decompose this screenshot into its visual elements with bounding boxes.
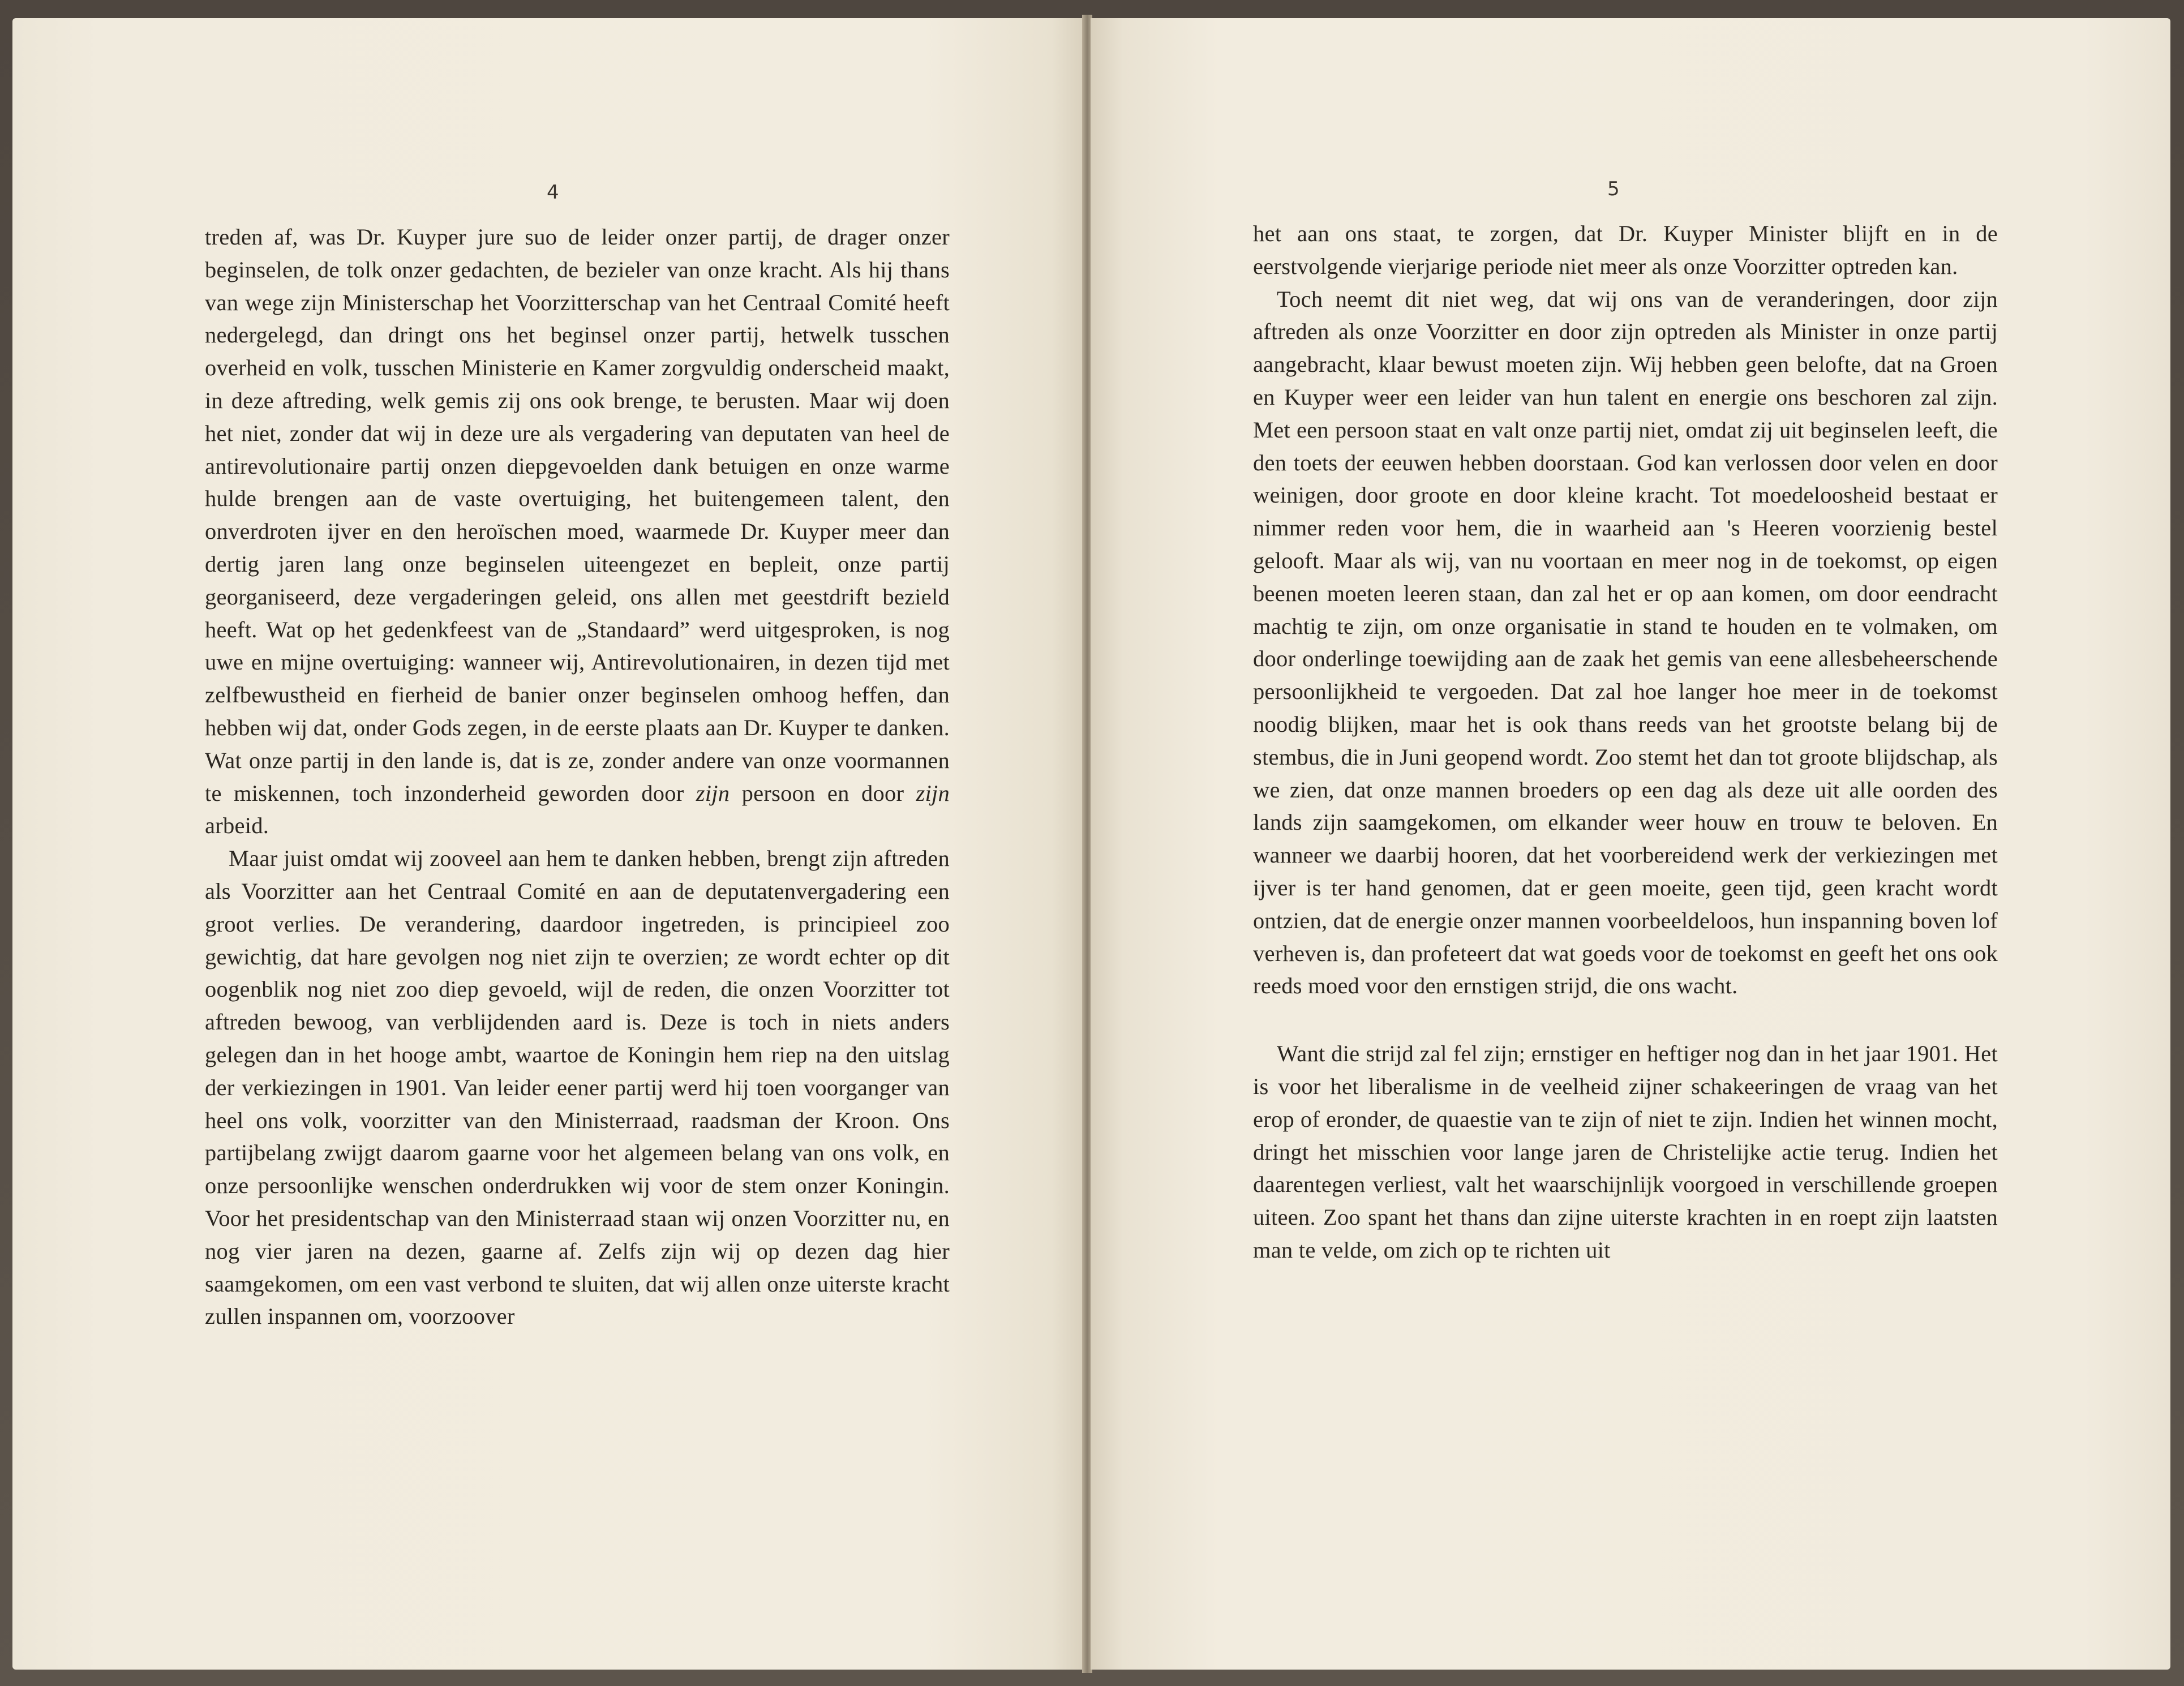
paragraph-right-2: Toch neemt dit niet weg, dat wij ons van de veranderingen, door zijn aftreden als onze Voorzitter en door zijn optreden als Minister in onze partij aangebracht, klaar bewust moeten zijn. Wij hebben geen belofte, dat na Groen en Kuyper weer een leider van hun talent en energie ons beschoren zal zijn. Met een persoon staat en valt onze partij niet, omdat zij uit beginselen leeft, die den toets der eeuwen hebben doorstaan. God kan verlossen door velen en door weinigen, door groote en door kleine kracht. Tot moedeloosheid bestaat er nimmer reden voor hem, die in waarheid aan 's Heeren voorzienig bestel gelooft. Maar als wij, van nu voortaan en meer nog in de toekomst, op eigen beenen moeten leeren staan, dan zal het er op aan komen, om door eendracht machtig te zijn, om onze organisatie in stand te houden en te volmaken, om door onderlinge toewijding aan de zaak het gemis van eene allesbeheerschende persoonlijkheid te vergoeden. Dat zal hoe langer hoe meer in de toekomst noodig blijken, maar het is ook thans reeds van het grootste belang bij de stembus, die in Juni geopend wordt. Zoo stemt het dan tot groote blijdschap, als we zien, dat onze mannen broeders op een dag als deze uit alle oorden des lands zijn saamgekomen, om elkander weer houw en trouw te beloven. En wanneer we daarbij hooren, dat het voorbereidend werk der verkiezingen met ijver is ter hand genomen, dat er geen moeite, geen tijd, geen kracht wordt ontzien, dat de energie onzer mannen voorbeeldeloos, hun inspanning boven lof verheven is, dan profeteert dat wat goeds voor de toekomst en geeft het ons ook reeds moed voor den ernstigen strijd, die ons wacht. (1253, 286, 1998, 999)
right-page-text (1253, 217, 1998, 1267)
paragraph-left-1 (205, 221, 950, 842)
paragraph-left-2: Maar juist omdat wij zooveel aan hem te danken hebben, brengt zijn aftreden als Voorzitter aan het Centraal Comité en aan de deputatenvergadering een groot verlies. De verandering, daardoor ingetreden, is principieel zoo gewichtig, dat hare gevolgen nog niet zijn te overzien; ze wordt echter op dit oogenblik nog niet zoo diep gevoeld, wijl de reden, die onzen Voorzitter tot aftreden bewoog, van verblijdenden aard is. Deze is toch in niets anders gelegen dan in het hooge ambt, waartoe de Koningin hem riep na den uitslag der verkiezingen in 1901. Van leider eener partij werd hij toen voorganger van heel ons volk, voorzitter van den Ministerraad, raadsman der Kroon. Ons partijbelang zwijgt daarom gaarne voor het algemeen belang van ons volk, en onze persoonlijke wenschen onderdrukken wij voor de stem onzer Koningin. Voor het presidentschap van den Ministerraad staan wij onzen Voorzitter nu, en nog vier jaren na dezen, gaarne af. Zelfs zijn wij op dezen dag hier saamgekomen, om een vast verbond te sluiten, dat wij allen onze uiterste kracht zullen inspannen om, voorzoover (205, 846, 950, 1329)
text-run: persoon en door (730, 780, 916, 806)
right-page (1091, 18, 2170, 1670)
paragraph-right-1: het aan ons staat, te zorgen, dat Dr. Kuyper Minister blijft en in de eerstvolgende vierjarige periode niet meer als onze Voorzitter optreden kan. (1253, 221, 1998, 279)
paragraph-right-3: Want die strijd zal fel zijn; ernstiger en heftiger nog dan in het jaar 1901. Het is voor het liberalisme in de veelheid zijner schakeeringen de vraag van het erop of eronder, de quaestie van te zijn of niet te zijn. Indien het winnen mocht, dringt het misschien voor lange jaren de Christelijke actie terug. Indien het daarentegen verliest, valt het waarschijnlijk voorgoed in verschillende groepen uiteen. Zoo spant het thans dan zijne uiterste krachten in en roept zijn laatsten man te velde, om zich op te richten uit (1253, 1041, 1998, 1263)
text-run: treden af, was Dr. Kuyper jure suo de leider onzer partij, de drager onzer beginselen, de tolk onzer gedachten, de bezieler van onze kracht. Als hij thans van wege zijn Ministerschap het Voorzitterschap van het Centraal Comité heeft nedergelegd, dan dringt ons het beginsel onzer partij, hetwelk tusschen overheid en volk, tusschen Ministerie en Kamer zorgvuldig onderscheid maakt, in deze aftreding, welk gemis zij ons ook brenge, te berusten. Maar wij doen het niet, zonder dat wij in deze ure als vergadering van deputaten van heel de antirevolutionaire partij onzen diepgevoelden dank betuigen en onze warme hulde brengen aan de vaste overtuiging, het buitengemeen talent, den onverdroten ijver en den heroïschen moed, waarmede Dr. Kuyper meer dan dertig jaren lang onze beginselen uiteengezet en bepleit, onze partij georganiseerd, deze vergaderingen geleid, ons allen met geestdrift bezield heeft. Wat op het gedenkfeest van de „Standaard” werd uitgesproken, is nog uwe en mijne overtuiging: wanneer wij, Antirevolutionairen, in dezen tijd met zelfbewustheid en fierheid de banier onzer beginselen omhoog heffen, dan hebben wij dat, onder Gods zegen, in de eerste plaats aan Dr. Kuyper te danken. Wat onze partij in den lande is, dat is ze, zonder andere van onze voormannen te miskennen, toch inzonderheid geworden door (205, 224, 950, 806)
page-number-right: 5 (1607, 178, 1620, 200)
page-number-left: 4 (547, 181, 559, 204)
text-run: arbeid. (205, 813, 269, 839)
emphasis-zijn: zijn (916, 780, 950, 806)
left-page-text (205, 221, 950, 1333)
emphasis-zijn: zijn (696, 780, 730, 806)
left-page (12, 18, 1084, 1670)
